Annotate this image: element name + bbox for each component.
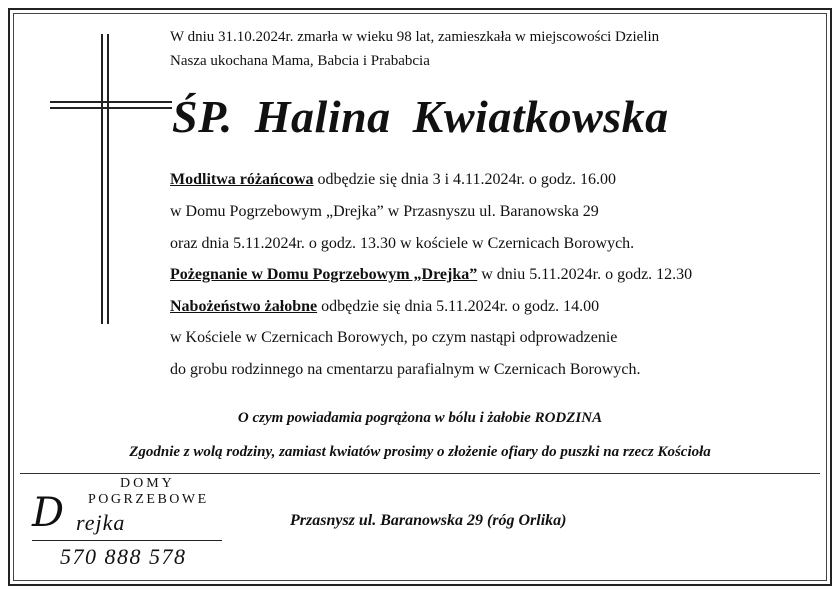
logo-pogrzebowe: POGRZEBOWE bbox=[88, 492, 209, 507]
phone-number: 570 888 578 bbox=[60, 544, 187, 569]
body-line-6: w Kościele w Czernicach Borowych, po czym nastąpi odprowadzenie bbox=[170, 329, 618, 346]
deceased-name: ŚP. Halina Kwiatkowska bbox=[172, 91, 669, 142]
donation-request: Zgodnie z wolą rodziny, zamiast kwiatów prosimy o złożenie ofiary do puszki na rzecz Kościoła bbox=[129, 444, 711, 460]
funeral-home-logo bbox=[32, 476, 232, 576]
intro-line-1: W dniu 31.10.2024r. zmarła w wieku 98 lat, zamieszkała w miejscowości Dzielin bbox=[170, 29, 660, 45]
logo-initial: D bbox=[32, 490, 65, 536]
farewell-heading: Pożegnanie w Domu Pogrzebowym „Drejka” bbox=[170, 266, 478, 283]
intro-line-2: Nasza ukochana Mama, Babcia i Prababcia bbox=[170, 53, 430, 69]
body-line-3: oraz dnia 5.11.2024r. o godz. 13.30 w kościele w Czernicach Borowych. bbox=[170, 235, 635, 252]
farewell-details: w dniu 5.11.2024r. o godz. 12.30 bbox=[477, 266, 693, 283]
body-line-2: w Domu Pogrzebowym „Drejka” w Przasnyszu ul. Baranowska 29 bbox=[170, 203, 599, 220]
service-details: odbędzie się dnia 5.11.2024r. o godz. 14.00 bbox=[317, 298, 600, 315]
body-line-7: do grobu rodzinnego na cmentarzu parafialnym w Czernicach Borowych. bbox=[170, 361, 641, 378]
logo-brand: rejka bbox=[76, 510, 126, 535]
farewell-line bbox=[170, 267, 692, 283]
divider bbox=[20, 473, 820, 474]
service-line bbox=[170, 299, 599, 315]
rosary-details: odbędzie się dnia 3 i 4.11.2024r. o godz. 16.00 bbox=[313, 171, 616, 188]
family-notice: O czym powiadamia pogrążona w bólu i żałobie RODZINA bbox=[237, 410, 603, 426]
address: Przasnysz ul. Baranowska 29 (róg Orlika) bbox=[290, 512, 567, 529]
rosary-heading: Modlitwa różańcowa bbox=[170, 171, 314, 188]
logo-underline bbox=[32, 540, 222, 541]
service-heading: Nabożeństwo żałobne bbox=[170, 298, 318, 315]
rosary-line bbox=[170, 172, 616, 188]
logo-domy: DOMY bbox=[120, 476, 175, 491]
